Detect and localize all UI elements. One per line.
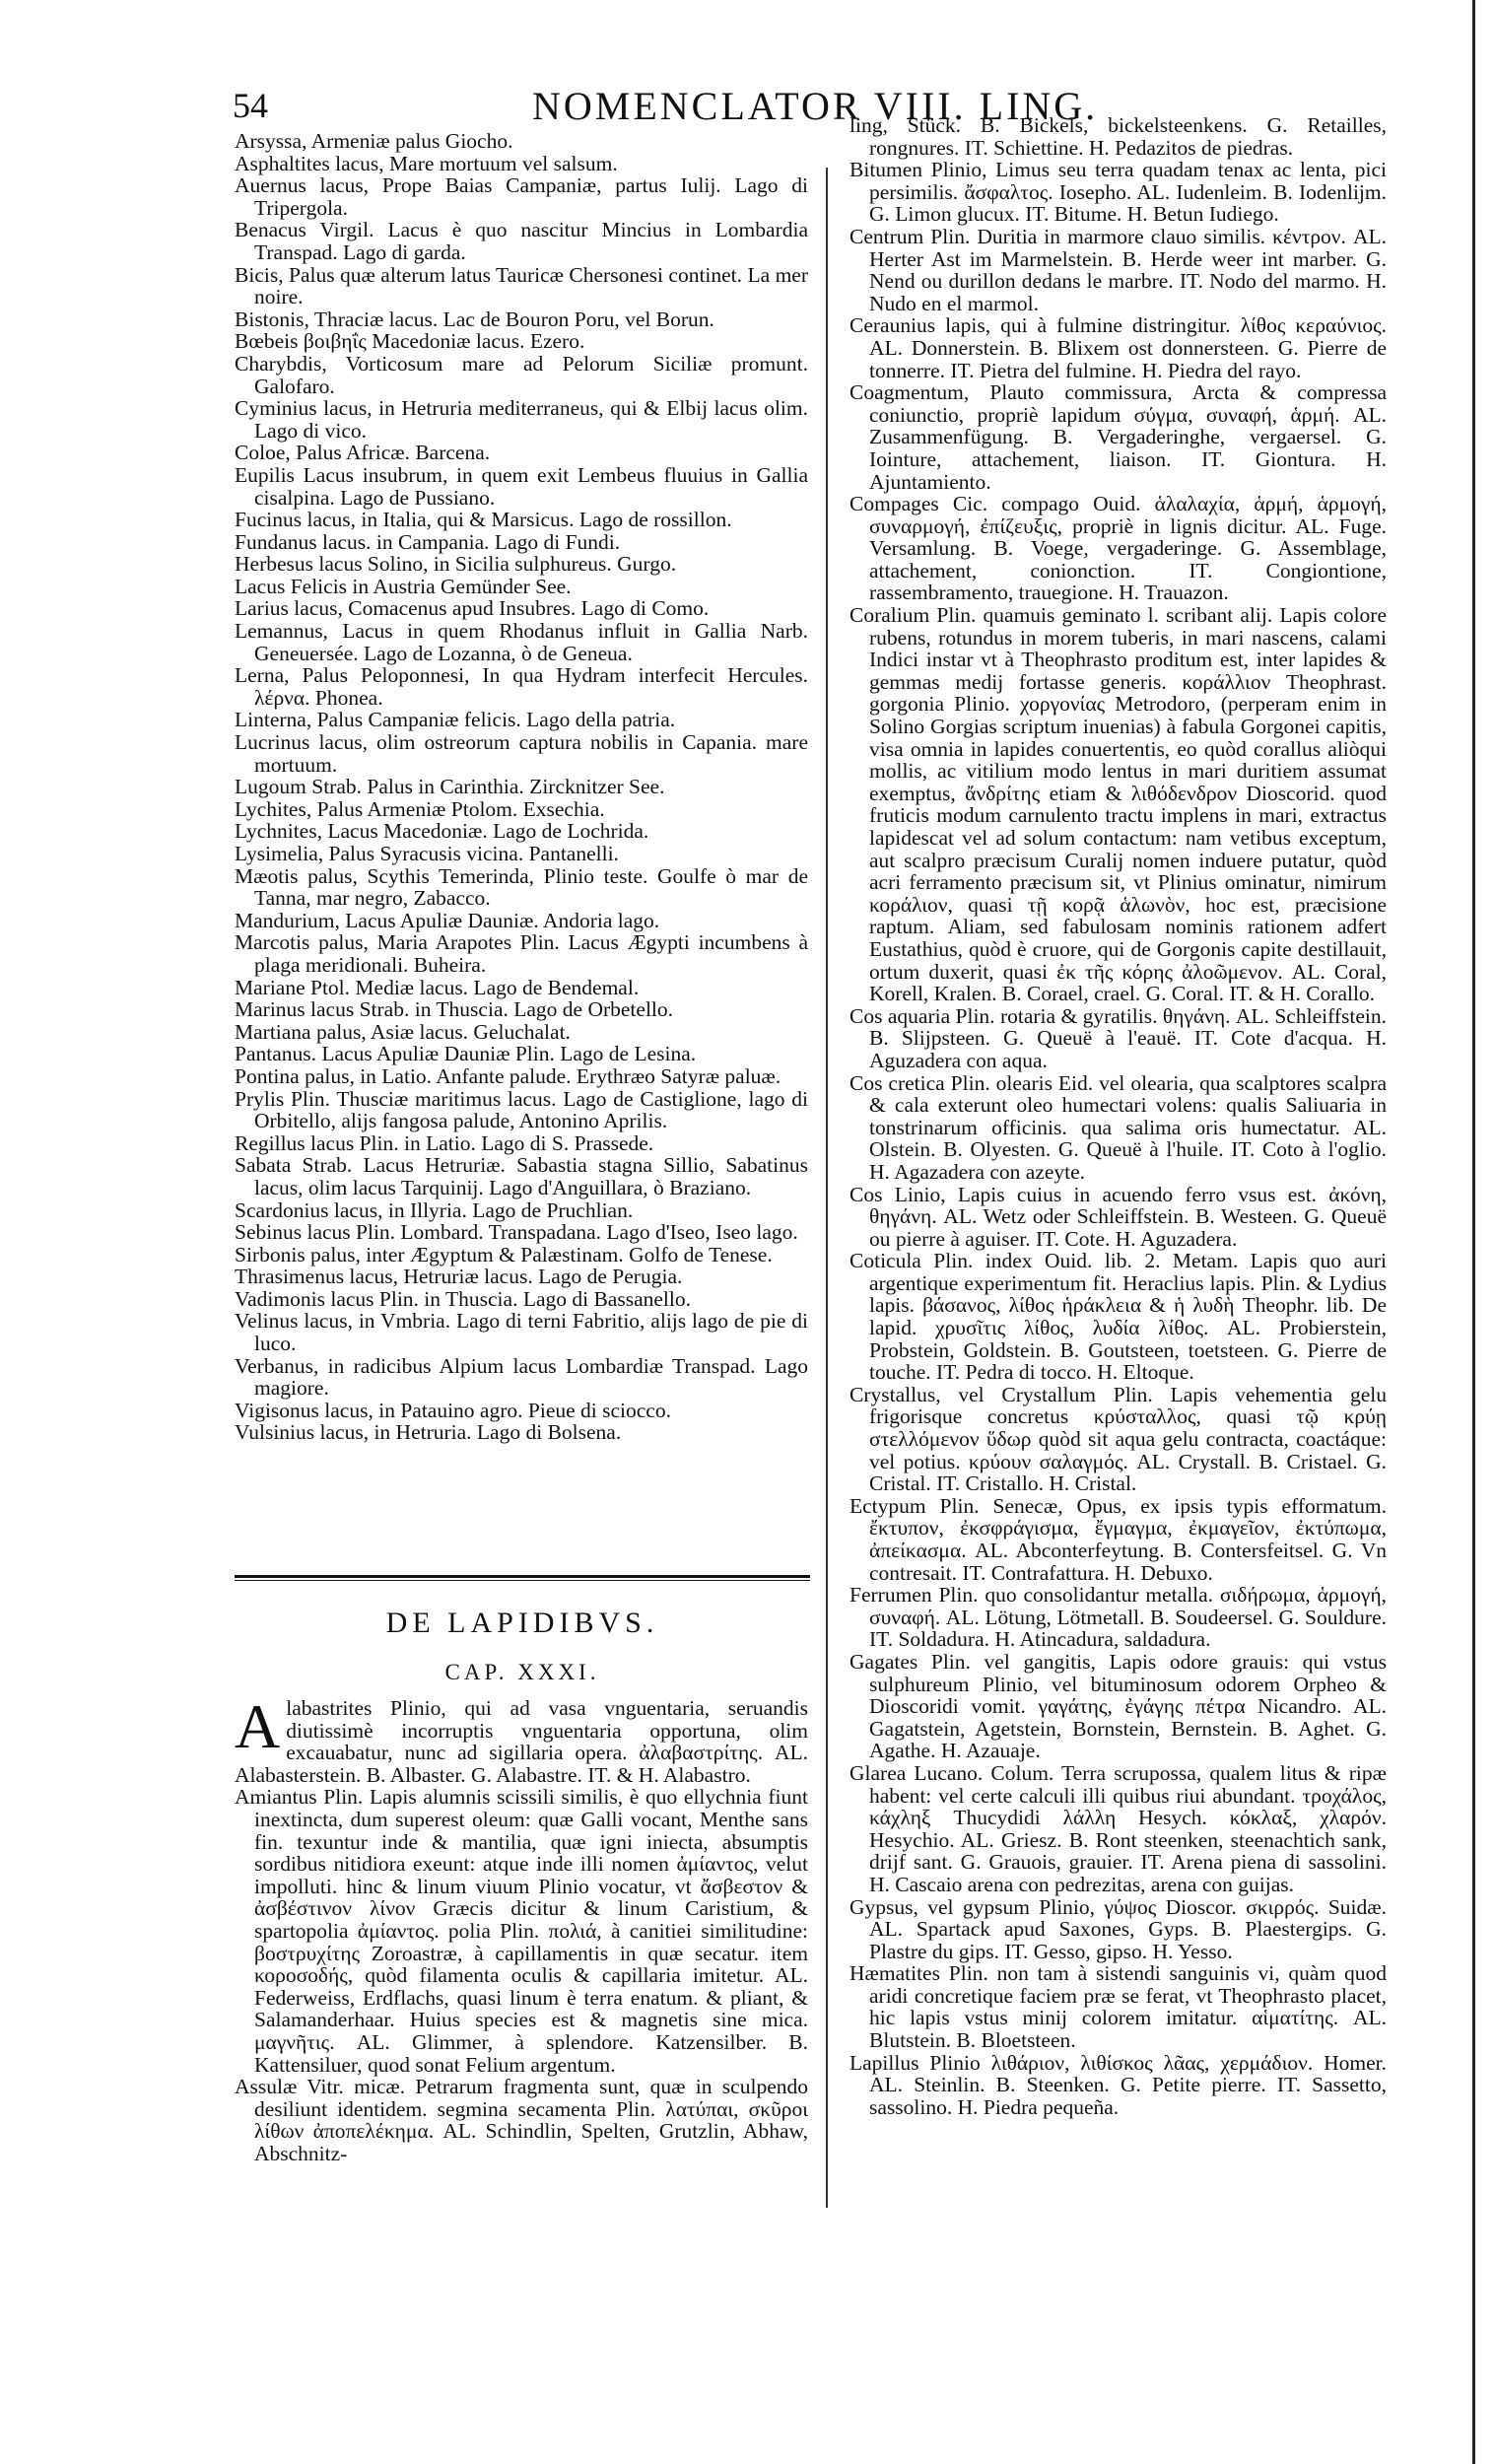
section-rule-thin [235, 1580, 810, 1581]
column-divider [826, 168, 828, 2208]
left-column-stones [235, 1691, 808, 2165]
lexicon-entry: Benacus Virgil. Lacus è quo nascitur Mincius in Lombardia Transpad. Lago di garda. [235, 218, 808, 264]
lexicon-entry: Coloe, Palus Africæ. Barcena. [235, 441, 491, 465]
lexicon-entry: Verbanus, in radicibus Alpium lacus Lombardiæ Transpad. Lago magiore. [235, 1353, 808, 1401]
section-title: DE LAPIDIBVS. [385, 1607, 659, 1639]
lexicon-entry: Cos cretica Plin. olearis Eid. vel olearia, qua scalptores scalpra & cala exterunt oleo humectari volens: qualis Saliuaria in tonstrinarum officinis. qua salima oris humectatur. AL. Olstein. B. Olyesten. G. Queuë à l'huile. IT. Coto à l'oglio. H. Agazadera con azeyte. [849, 1070, 1387, 1184]
lexicon-entry: Assulæ Vitr. micæ. Petrarum fragmenta sunt, quæ in sculpendo desiliunt identidem. segmina secamenta Plin. λατύπαι, σκῦροι λίθων ἀποπελέκημα. AL. Schindlin, Spelten, Grutzlin, Abhaw, Abschnitz- [235, 2075, 808, 2165]
lexicon-entry: Bœbeis βοιβηΐς Macedoniæ lacus. Ezero. [235, 329, 585, 354]
lexicon-entry: Amiantus Plin. Lapis alumnis scissili similis, è quo ellychnia fiunt inextincta, dum superest oleum: quæ Galli vocant, Menthe sans fin. texuntur inde & mantilia, quæ igni iniecta, absumptis sordibus nitidiora exeunt: atque inde illi nomen ἀμίαντος, velut impolluti. hinc & linum viuum Plinio vocatur, vt ἄσβεστον & ἀσβέστινον λίνον Græcis dicitur & linum Caristium, & spartopolia ἀμίαντος. polia Plin. πολιά, à canitiei similitudine: βοστρυχίτης Zoroastræ, à capillamentis in quæ secatur. item κοροσοδής, quòd filamenta oculis & capillaria imitetur. AL. Federweiss, Erdflachs, quasi linum è terra enatum. & pliant, & Salamanderhaar. Huius species est & magnetis sine mica. μαγνῆτις. AL. Glimmer, à splendore. Katzensilber. B. Kattensiluer, quod sonat Felium argentum. [235, 1785, 808, 2077]
lexicon-entry: Thrasimenus lacus, Hetruriæ lacus. Lago de Perugia. [235, 1265, 683, 1289]
lexicon-entry: Pontina palus, in Latio. Anfante palude. Erythræo Satyræ paluæ. [235, 1063, 781, 1088]
lexicon-entry: Bicis, Palus quæ alterum latus Tauricæ Chersonesi continet. La mer noire. [235, 262, 808, 309]
lexicon-entry: Lychnites, Lacus Macedoniæ. Lago de Lochrida. [235, 819, 649, 844]
lexicon-entry: Cos Linio, Lapis cuius in acuendo ferro vsus est. ἀκόνη, θηγάνη. AL. Wetz oder Schleiffstein. B. Westeen. G. Queuë ou pierre à aguiser. IT. Cote. H. Aguzadera. [849, 1182, 1387, 1251]
lexicon-entry [235, 1691, 808, 1787]
lexicon-entry: Arsyssa, Armeniæ palus Giocho. [235, 129, 513, 153]
lexicon-entry: Vigisonus lacus, in Patauino agro. Pieue di sciocco. [235, 1398, 671, 1422]
lexicon-entry: Lemannus, Lacus in quem Rhodanus influit in Gallia Narb. Geneuersée. Lago de Lozanna, ò de Geneua. [235, 619, 808, 665]
lexicon-entry: Compages Cic. compago Ouid. ἁλαλαχία, ἁρμή, ἁρμογή, συναρμογή, ἐπίζευξις, propriè in lignis dicitur. AL. Fuge. Versamlung. B. Voege, vergaderinge. G. Assemblage, attachement, conionction. IT. Congiontione, rassembramento, trauegione. H. Trauazon. [849, 492, 1387, 605]
lexicon-entry: Herbesus lacus Solino, in Sicilia sulphureus. Gurgo. [235, 552, 677, 577]
lexicon-entry: Bitumen Plinio, Limus seu terra quadam tenax ac lenta, pici persimilis. ἄσφαλτος. Iosepho. AL. Iudenleim. B. Iodenlijm. G. Limon glucux. IT. Bitume. H. Betun Iudiego. [849, 158, 1387, 227]
lexicon-entry: Sirbonis palus, inter Ægyptum & Palæstinam. Golfo de Tenese. [235, 1242, 773, 1266]
lexicon-entry: Mandurium, Lacus Apuliæ Dauniæ. Andoria lago. [235, 908, 660, 932]
right-column-stones [849, 114, 1387, 2118]
chapter-heading: CAP. XXXI. [444, 1660, 600, 1684]
lexicon-entry: Ferrumen Plin. quo consolidantur metalla. σιδήρωμα, ἁρμογή, συναφή. AL. Lötung, Lötmetall. B. Soudeersel. G. Souldure. IT. Soldadura. H. Atincadura, saldadura. [849, 1583, 1387, 1652]
lexicon-entry: Velinus lacus, in Vmbria. Lago di terni Fabritio, alijs lago de pie di luco. [235, 1309, 808, 1356]
lexicon-entry: Charybdis, Vorticosum mare ad Pelorum Siciliæ promunt. Galofaro. [235, 351, 808, 398]
entry-text: labastrites Plinio, qui ad vasa vnguentaria, seruandis diutissimè incorruptis vnguentaria opportuna, olim excauabatur, nunc ad sigillaria opera. ἀλαβαστρίτης. AL. Alabasterstein. B. Albaster. G. Alabastre. IT. & H. Alabastro. [235, 1696, 808, 1787]
lexicon-entry: Pantanus. Lacus Apuliæ Dauniæ Plin. Lago de Lesina. [235, 1042, 697, 1066]
lexicon-entry: Lysimelia, Palus Syracusis vicina. Pantanelli. [235, 842, 619, 865]
page-number: 54 [233, 86, 268, 125]
lexicon-entry: Mæotis palus, Scythis Temerinda, Plinio teste. Goulfe ò mar de Tanna, mar negro, Zabacco. [235, 863, 808, 911]
lexicon-entry: Marcotis palus, Maria Arapotes Plin. Lacus Ægypti incumbens à plaga meridionali. Buheira. [235, 930, 808, 977]
lexicon-entry: Sabata Strab. Lacus Hetruriæ. Sabastia stagna Sillio, Sabatinus lacus, olim lacus Tarquinij. Lago d'Anguillara, ò Braziano. [235, 1153, 808, 1199]
section-rule [235, 1575, 810, 1578]
lexicon-entry: Coralium Plin. quamuis geminato l. scribant alij. Lapis colore rubens, rotundus in morem tuberis, in mari nascens, calami Indici instar vt à Theophrasto proditum est, inter lapides & gemmas medij fortasse generis. κοράλλιον Theophrast. gorgonia Plinio. χοργονίας Metrodoro, (perperam enim in Solino Gorgias scriptum inuenias) à fabula Gorgonei capitis, visa omnia in lapides conuertentis, eo quòd corallus aliòqui mollis, ac vitilium modo lentus in mari duritiem assumat exemptus, ἄνδρίτης etiam & λιθόδενδρον Dioscorid. quod fruticis modum carnulento tractu implens in mari, extractus lapidescat vel ad solum contactum: nam vetibus exceptum, aut scalpro præcisum Curalij nomen induere putatur, quòd acri ferramento præcisum sit, vt Plinius ominatur, nimirum κοράλιον, quasi τῇ κορᾷ ἁλωνὸν, hoc est, præcisione raptum. Aliam, sed fabulosam nominis rationem adfert Eustathius, quòd è cruore, qui de Gorgonis capite destillauit, ortum duxerit, quasi ἐκ τῆς κόρης ἀλοῶμενον. AL. Coral, Korell, Kralen. B. Corael, crael. G. Coral. IT. & H. Corallo. [849, 603, 1387, 1006]
lexicon-entry: Eupilis Lacus insubrum, in quem exit Lembeus fluuius in Gallia cisalpina. Lago de Pussiano. [235, 462, 808, 510]
lexicon-entry: Lucrinus lacus, olim ostreorum captura nobilis in Capania. mare mortuum. [235, 730, 808, 777]
lexicon-entry: Vadimonis lacus Plin. in Thuscia. Lago di Bassanello. [235, 1286, 691, 1311]
lexicon-entry: Mariane Ptol. Mediæ lacus. Lago de Bendemal. [235, 975, 640, 999]
lexicon-entry: Gypsus, vel gypsum Plinio, γύψος Dioscor. σκιρρός. Suidæ. AL. Spartack apud Saxones, Gyps. B. Plaestergips. G. Plastre du gips. IT. Gesso, gipso. H. Yesso. [849, 1894, 1387, 1963]
lexicon-entry: Hæmatites Plin. non tam à sistendi sanguinis vi, quàm quod aridi concretique faciem præ se ferat, vt Theophrasto placet, hic lapis vstus minij colorem imitatur. αἱματίτης. AL. Blutstein. B. Bloetsteen. [849, 1961, 1387, 2053]
lexicon-entry: Lychites, Palus Armeniæ Ptolom. Exsechia. [235, 796, 605, 821]
lexicon-entry: Lapillus Plinio λιθάριον, λιθίσκος λᾶας, χερμάδιον. Homer. AL. Steinlin. B. Steenken. G. Petite pierre. IT. Sassetto, sassolino. H. Piedra pequeña. [849, 2050, 1387, 2119]
lexicon-entry: Coticula Plin. index Ouid. lib. 2. Metam. Lapis quo auri argentique experimentum fit. Heraclius lapis. Plin. & Lydius lapis. βάσανος, λίθος ἡράκλεια & ἡ λυδὴ Theophr. lib. De lapid. χρυσῖτις λίθος, λυδία λίθος. AL. Probierstein, Probstein, Goldstein. B. Goutsteen, toetsteen. G. Pierre de touche. IT. Pedra di tocco. H. Eltoque. [849, 1249, 1387, 1385]
lexicon-entry: Vulsinius lacus, in Hetruria. Lago di Bolsena. [235, 1420, 622, 1445]
lexicon-entry: Larius lacus, Comacenus apud Insubres. Lago di Como. [235, 596, 710, 621]
lexicon-entry: Gagates Plin. vel gangitis, Lapis odore grauis: qui vstus sulphureum Plinio, vel bituminosum odorem Orpheo & Dioscoridi vomit. γαγάτης, ἐγάγης πέτρα Nicandro. AL. Gagatstein, Agetstein, Bornstein, Bernstein. B. Aghet. G. Agathe. H. Azauaje. [849, 1649, 1387, 1763]
lexicon-entry: Lugoum Strab. Palus in Carinthia. Zircknitzer See. [235, 775, 665, 799]
lexicon-entry: Auernus lacus, Prope Baias Campaniæ, partus Iulij. Lago di Tripergola. [235, 173, 808, 220]
lexicon-entry: Cos aquaria Plin. rotaria & gyratilis. θηγάνη. AL. Schleiffstein. B. Slijpsteen. G. Queuë à l'eauë. IT. Cote d'acqua. H. Aguzadera con aqua. [849, 1003, 1387, 1072]
lexicon-entry: Centrum Plin. Duritia in marmore clauo similis. κέντρον. AL. Herter Ast im Marmelstein. B. Herde weer int marber. G. Nend ou durillon dedans le marbre. IT. Nodo del marmo. H. Nudo en el marmol. [849, 224, 1387, 315]
page-edge [1472, 0, 1475, 2464]
lexicon-entry: Linterna, Palus Campaniæ felicis. Lago della patria. [235, 708, 676, 732]
lexicon-entry: Martiana palus, Asiæ lacus. Geluchalat. [235, 1019, 571, 1044]
running-head: NOMENCLATOR VIII. LING. [532, 84, 1099, 128]
drop-cap: A [235, 1691, 281, 1761]
lexicon-entry: Bistonis, Thraciæ lacus. Lac de Bouron Poru, vel Borun. [235, 307, 714, 331]
lexicon-entry: Sebinus lacus Plin. Lombard. Transpadana. Lago d'Iseo, Iseo lago. [235, 1220, 798, 1245]
lexicon-entry: Fucinus lacus, in Italia, qui & Marsicus. Lago de rossillon. [235, 508, 732, 532]
lexicon-entry: Coagmentum, Plauto commissura, Arcta & compressa coniunctio, propriè lapidum σύγμα, συναφή, ἁρμή. AL. Zusammenfügung. B. Vergaderinghe, vergaersel. G. Iointure, attachement, liaison. IT. Giontura. H. Ajuntamiento. [849, 380, 1387, 494]
lexicon-entry: Marinus lacus Strab. in Thuscia. Lago de Orbetello. [235, 997, 674, 1022]
lexicon-entry: Lacus Felicis in Austria Gemünder See. [235, 574, 572, 598]
lexicon-entry: Prylis Plin. Thusciæ maritimus lacus. Lago de Castiglione, lago di Orbitello, alijs fangosa palude, Antonino Aprilis. [235, 1086, 808, 1133]
lexicon-entry: Scardonius lacus, in Illyria. Lago de Pruchlian. [235, 1198, 634, 1222]
lexicon-entry: Regillus lacus Plin. in Latio. Lago di S. Prassede. [235, 1130, 654, 1155]
lexicon-entry: Cyminius lacus, in Hetruria mediterraneus, qui & Elbij lacus olim. Lago di vico. [235, 396, 808, 443]
lexicon-entry: Lerna, Palus Peloponnesi, In qua Hydram interfecit Hercules. λέρνα. Phonea. [235, 663, 808, 710]
lexicon-entry: Asphaltites lacus, Mare mortuum vel salsum. [235, 151, 618, 175]
lexicon-entry: ling, Stück. B. Bickels, bickelsteenkens. G. Retailles, rongnures. IT. Schiettine. H. Pedazitos de piedras. [849, 113, 1387, 160]
left-column-lakes [235, 130, 808, 1444]
lexicon-entry: Fundanus lacus. in Campania. Lago di Fundi. [235, 529, 621, 554]
lexicon-entry: Crystallus, vel Crystallum Plin. Lapis vehementia gelu frigorisque concretus κρύσταλλος, quasi τῷ κρύῃ στελλόμενον ὕδωρ quòd sit aqua gelu contracta, coactáque: vel potius. κρύουν σαλαγμός. AL. Crystall. B. Cristael. G. Cristal. IT. Cristallo. H. Cristal. [849, 1382, 1387, 1496]
lexicon-entry: Ceraunius lapis, qui à fulmine distringitur. λίθος κεραύνιος. AL. Donnerstein. B. Blixem ost donnersteen. G. Pierre de tonnerre. IT. Pietra del fulmine. H. Piedra del rayo. [849, 313, 1387, 382]
lexicon-entry: Glarea Lucano. Colum. Terra scrupossa, qualem litus & ripæ habent: vel certe calculi illi quibus riui abundant. τροχάλος, κάχληξ Thucydidi λάλλη Hesych. κόκλαξ, χλαρόν. Hesychio. AL. Griesz. B. Ront steenken, steenachtich sank, drijf sant. G. Grauois, grauier. IT. Arena piena di sassolini. H. Cascaio arena con pedrezitas, arena con guijas. [849, 1760, 1387, 1896]
lexicon-entry: Ectypum Plin. Senecæ, Opus, ex ipsis typis efformatum. ἔκτυπον, ἐκσφράγισμα, ἔγμαγμα, ἐκμαγεῖον, ἐκτύπωμα, ἀπείκασμα. AL. Abconterfeytung. B. Contersfeitsel. G. Vn contresait. IT. Contrafattura. H. Debuxo. [849, 1493, 1387, 1585]
